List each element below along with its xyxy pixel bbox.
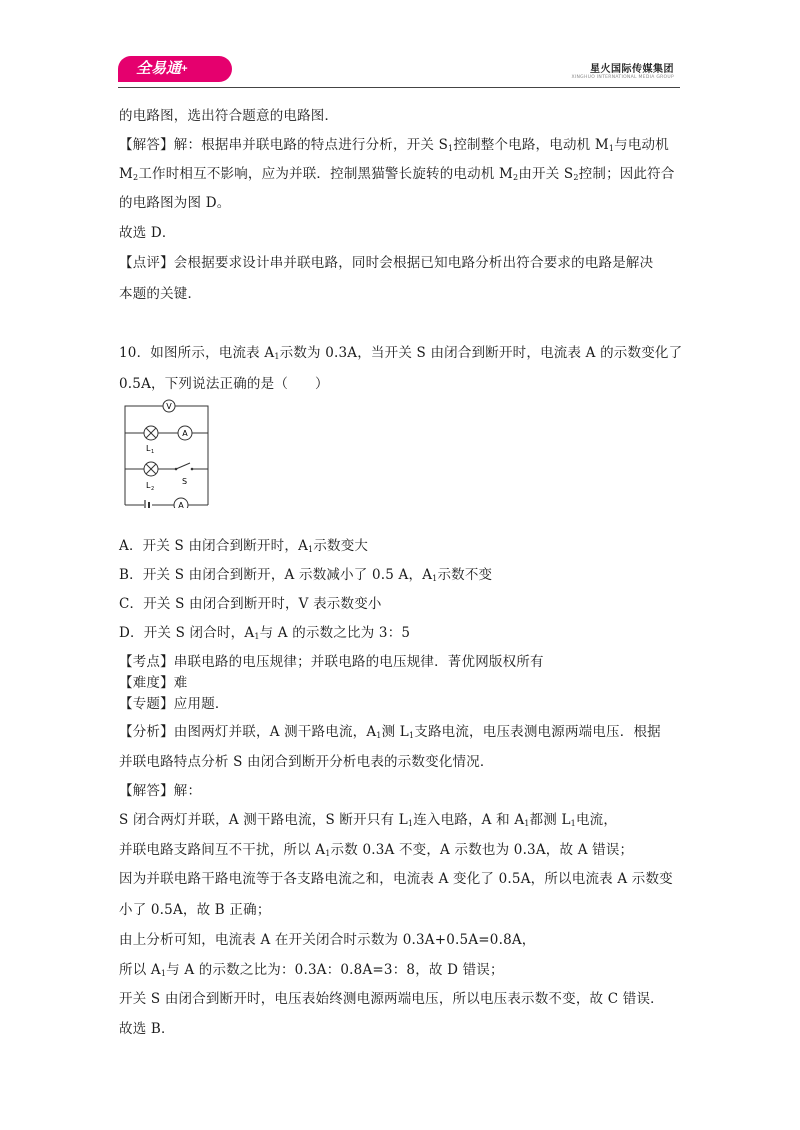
- header-divider: [118, 87, 680, 88]
- publisher-name: 星火国际传媒集团: [590, 64, 674, 75]
- lamp-l2-label: L: [146, 481, 151, 490]
- text-line-15: 【专题】应用题．: [119, 696, 229, 712]
- text-line-26: 故选 B．: [119, 1021, 175, 1037]
- text-line-22: 小了 0.5A，故 B 正确；: [119, 902, 271, 918]
- ammeter-a1-label: A: [182, 429, 188, 438]
- text-line-3: 的电路图为图 D。: [119, 195, 231, 211]
- text-line-10: B．开关 S 由闭合到断开，A 示数减小了 0.5 A，$A_1$示数不变: [119, 567, 493, 583]
- text-line-17: 并联电路特点分析 S 由闭合到断开分析电表的示数变化情况．: [119, 754, 494, 770]
- text-line-14: 【难度】难: [119, 675, 188, 691]
- publisher-name-en: XINGHUO INTERNATIONAL MEDIA GROUP: [571, 75, 674, 80]
- text-line-1: 【解答】解：根据串并联电路的特点进行分析，开关 $S_1$控制整个电路，电动机 $M_1$与电动机: [119, 137, 669, 153]
- text-line-18: 【解答】解：: [119, 783, 202, 799]
- lamp-l2-symbol: [144, 462, 158, 492]
- lamp-l1-sub: 1: [151, 449, 155, 455]
- voltmeter-label: V: [166, 402, 172, 411]
- text-line-0: 的电路图，选出符合题意的电路图．: [119, 108, 339, 124]
- text-line-9: A．开关 S 由闭合到断开时，$A_1$示数变大: [119, 538, 369, 554]
- text-line-13: 【考点】串联电路的电压规律；并联电路的电压规律．菁优网版权所有: [119, 654, 544, 670]
- switch-label: S: [182, 477, 188, 486]
- circuit-diagram: [118, 396, 210, 508]
- switch-symbol: [175, 468, 194, 486]
- text-line-24: 所以 $A_1$与 A 的示数之比为：0.3A：0.8A=3：8，故 D 错误；: [119, 962, 504, 978]
- lamp-l2-sub: 2: [151, 486, 155, 492]
- text-line-6: 本题的关键．: [119, 286, 202, 302]
- ammeter-a-label: A: [178, 501, 184, 508]
- text-line-12: D．开关 S 闭合时，$A_1$与 A 的示数之比为 3：5: [119, 625, 411, 641]
- ammeter-a-symbol: [174, 498, 188, 508]
- text-line-20: 并联电路支路间互不干扰，所以 $A_1$示数 0.3A 不变，A 示数也为 0.3A，故 A 错误；: [119, 842, 634, 858]
- page-header: [118, 56, 680, 88]
- logo-text: 全易通: [136, 60, 182, 77]
- brand-logo: [118, 56, 232, 82]
- text-line-25: 开关 S 由闭合到断开时，电压表始终测电源两端电压，所以电压表示数不变，故 C 错误．: [119, 991, 664, 1007]
- publisher-brand: [571, 60, 674, 80]
- text-line-23: 由上分析可知，电流表 A 在开关闭合时示数为 0.3A+0.5A=0.8A，: [119, 932, 536, 948]
- text-line-11: C．开关 S 由闭合到断开时，V 表示数变小: [119, 596, 382, 612]
- text-line-19: S 闭合两灯并联，A 测干路电流，S 断开只有 $L_1$连入电路，A 和 $A_1$都测 $L_1$电流，: [119, 812, 618, 828]
- text-line-7: 10．如图所示，电流表 $A_1$示数为 0.3A，当开关 S 由闭合到断开时，电流表 A 的示数变化了: [119, 345, 683, 361]
- text-line-4: 故选 D．: [119, 225, 176, 241]
- logo-plus: +: [181, 63, 188, 75]
- text-line-8: 0.5A，下列说法正确的是（ ）: [119, 376, 329, 392]
- ammeter-a1-symbol: [178, 426, 192, 440]
- voltmeter-symbol: [163, 400, 175, 412]
- lamp-l1-label: L: [146, 444, 151, 453]
- text-line-5: 【点评】会根据要求设计串并联电路，同时会根据已知电路分析出符合要求的电路是解决: [119, 255, 654, 271]
- text-line-16: 【分析】由图两灯并联，A 测干路电流，$A_1$测 $L_1$支路电流，电压表测电源两端电压．根据: [119, 724, 661, 740]
- lamp-l1-symbol: [144, 426, 158, 455]
- text-line-21: 因为并联电路干路电流等于各支路电流之和，电流表 A 变化了 0.5A，所以电流表 A 示数变: [119, 871, 673, 887]
- text-line-2: $M_2$工作时相互不影响，应为并联．控制黑猫警长旋转的电动机 $M_2$由开关 $S_2$控制；因此符合: [119, 166, 675, 182]
